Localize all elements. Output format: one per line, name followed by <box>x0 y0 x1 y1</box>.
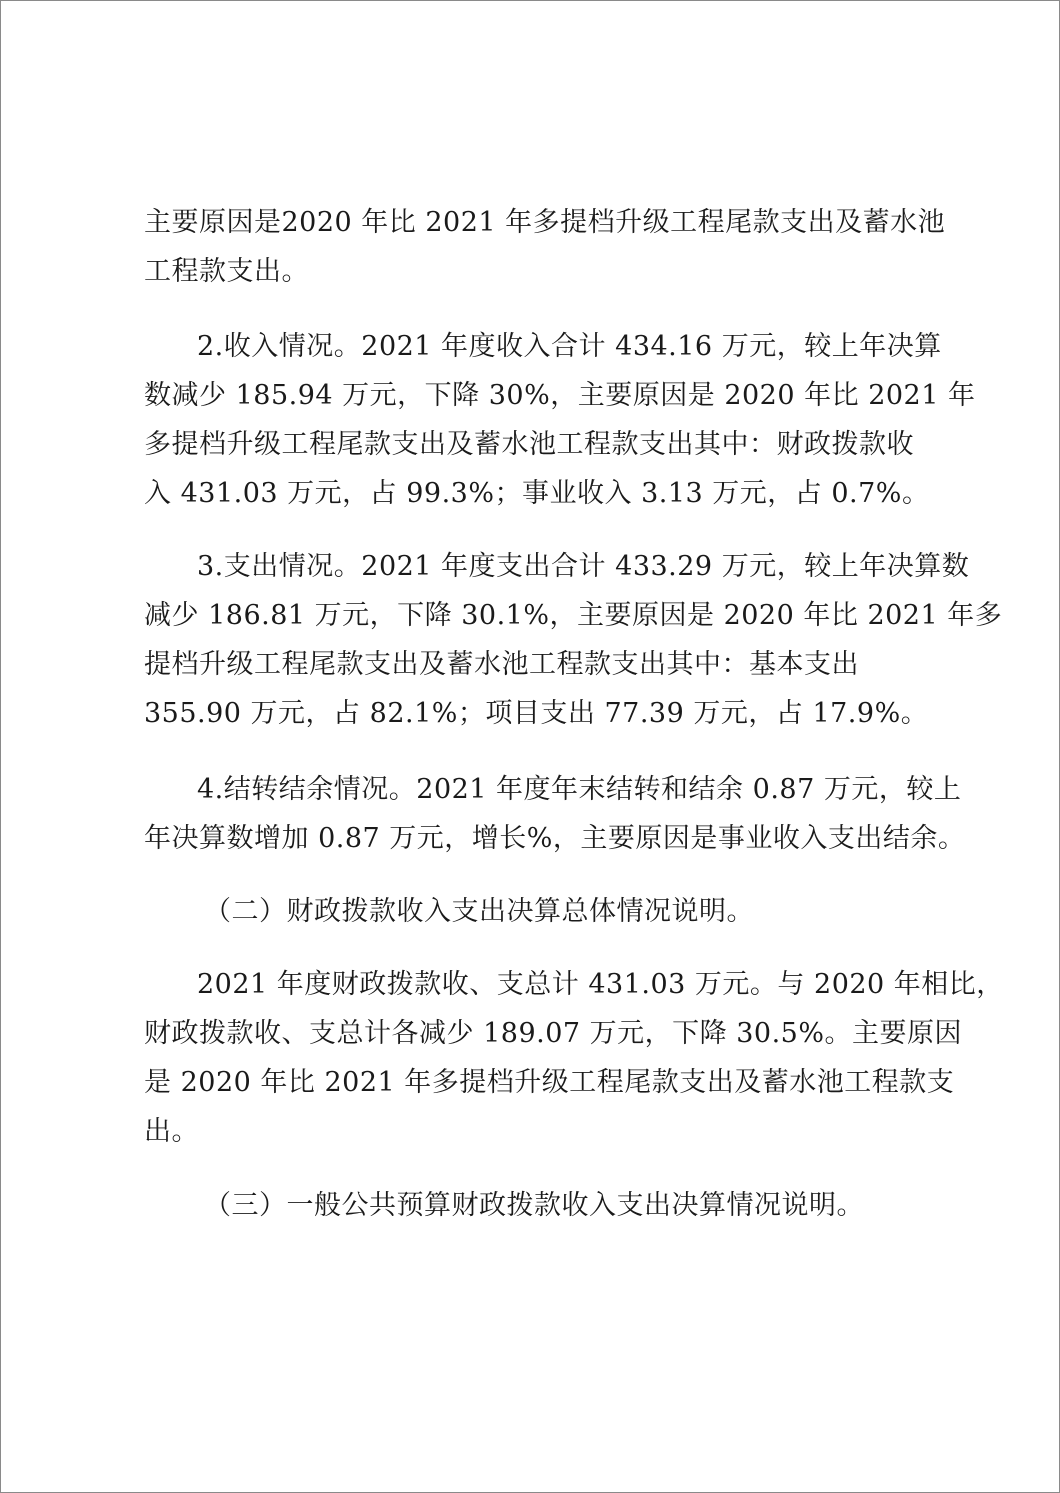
paragraph-line: 4.结转结余情况。2021 年度年末结转和结余 0.87 万元，较上 <box>197 774 962 805</box>
paragraph-line: 减少 186.81 万元，下降 30.1%，主要原因是 2020 年比 2021 年多 <box>144 600 1003 631</box>
paragraph-line: 2.收入情况。2021 年度收入合计 434.16 万元，较上年决算 <box>197 331 942 362</box>
section-heading: （二）财政拨款收入支出决算总体情况说明。 <box>204 896 754 927</box>
paragraph-line: 财政拨款收、支总计各减少 189.07 万元，下降 30.5%。主要原因 <box>144 1018 962 1049</box>
paragraph-line: 出。 <box>144 1116 199 1147</box>
paragraph-line: 是 2020 年比 2021 年多提档升级工程尾款支出及蓄水池工程款支 <box>144 1067 955 1098</box>
paragraph-line: 多提档升级工程尾款支出及蓄水池工程款支出其中：财政拨款收 <box>144 429 914 460</box>
paragraph-line: 主要原因是2020 年比 2021 年多提档升级工程尾款支出及蓄水池 <box>144 207 946 238</box>
paragraph-line: 年决算数增加 0.87 万元，增长%，主要原因是事业收入支出结余。 <box>144 823 966 854</box>
paragraph-line: 3.支出情况。2021 年度支出合计 433.29 万元，较上年决算数 <box>197 551 970 582</box>
paragraph-line: 提档升级工程尾款支出及蓄水池工程款支出其中：基本支出 <box>144 649 859 680</box>
paragraph-line: 入 431.03 万元，占 99.3%；事业收入 3.13 万元，占 0.7%。 <box>144 478 930 509</box>
paragraph-line: 355.90 万元，占 82.1%；项目支出 77.39 万元，占 17.9%。 <box>144 698 929 729</box>
paragraph-line: 2021 年度财政拨款收、支总计 431.03 万元。与 2020 年相比， <box>197 969 1004 1000</box>
paragraph-line: 数减少 185.94 万元，下降 30%，主要原因是 2020 年比 2021 年 <box>144 380 976 411</box>
paragraph-line: 工程款支出。 <box>144 256 309 287</box>
section-heading: （三）一般公共预算财政拨款收入支出决算情况说明。 <box>204 1190 864 1221</box>
